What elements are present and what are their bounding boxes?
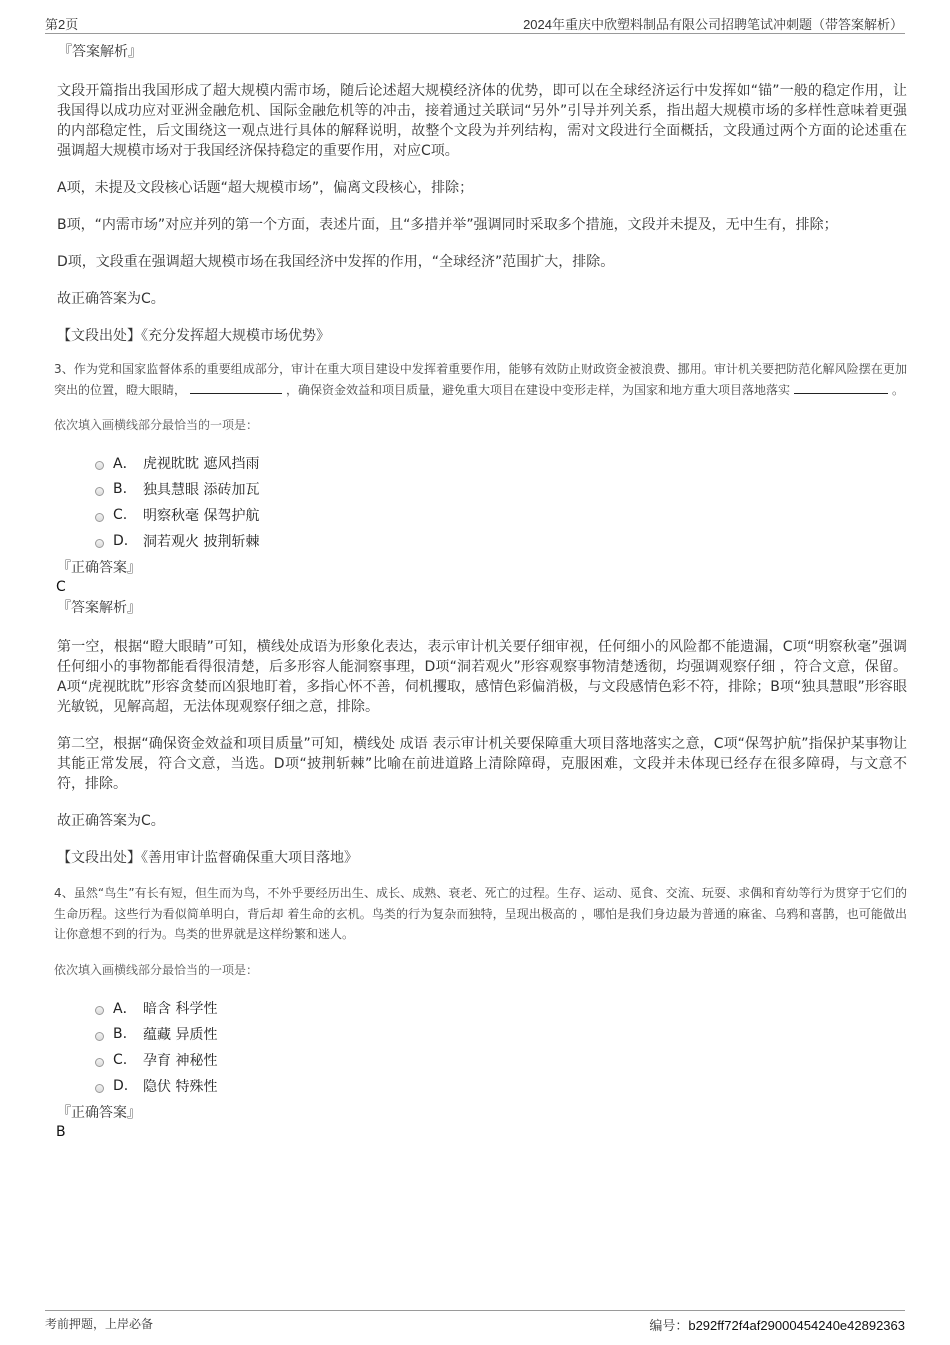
option-letter: B. [113, 481, 128, 497]
option-text: 虎视眈眈 遮风挡雨 [143, 456, 260, 472]
document-title: 2024年重庆中欣塑料制品有限公司招聘笔试冲刺题（带答案解析） [523, 17, 903, 32]
option-text: 暗含 科学性 [143, 1000, 218, 1017]
question-4-stem: 4、虽然“鸟生”有长有短，但生而为鸟，不外乎要经历出生、成长、成熟、衰老、死亡的过程。生存、运动、觅食、交流、玩耍、求偶和育幼等行为贯穿于它们的生命历程。这些行为看似简单明白，背后却 着生命的玄机。鸟类的行为复杂而独特，呈现出极高的 ，哪怕是我们身边最为普通的麻雀、乌鸦和喜鹊，也可能做出让你意想不到的行为。鸟类的世界就是这样纷繁和迷人。 [54, 886, 907, 941]
option-letter: C. [113, 1051, 128, 1068]
page-content [54, 42, 907, 1141]
correct-answer-tag: 『正确答案』 [57, 560, 141, 576]
radio-button[interactable] [95, 461, 104, 470]
option-letter: A． [113, 456, 137, 472]
correct-answer: C [56, 579, 66, 595]
page-number: 第2页 [45, 17, 79, 32]
option-d[interactable] [95, 528, 907, 554]
option-letter: B. [113, 1025, 128, 1042]
radio-button[interactable] [95, 1032, 104, 1041]
analysis-paragraph: A项，未提及文段核心话题“超大规模市场”，偏离文段核心，排除； [57, 180, 474, 196]
footer-slogan: 考前押题，上岸必备 [45, 1317, 154, 1331]
correct-answer-tag: 『正确答案』 [57, 1104, 141, 1121]
question-prompt: 依次填入画横线部分最恰当的一项是： [54, 962, 259, 977]
option-text: 蕴藏 异质性 [143, 1026, 218, 1043]
radio-button[interactable] [95, 513, 104, 522]
option-a[interactable] [95, 450, 907, 476]
question-3-stem [54, 359, 907, 400]
page-footer [45, 1310, 905, 1333]
option-text: 隐伏 特殊性 [143, 1078, 218, 1095]
question-4-options [95, 995, 907, 1099]
option-c[interactable] [95, 502, 907, 528]
document-code [649, 1315, 905, 1334]
option-c[interactable] [95, 1047, 907, 1073]
option-text: 洞若观火 披荆斩棘 [143, 534, 260, 550]
option-a[interactable] [95, 995, 907, 1021]
source-citation: 【文段出处】《善用审计监督确保重大项目落地》 [57, 850, 358, 866]
analysis-paragraph: D项，文段重在强调超大规模市场在我国经济中发挥的作用，“全球经济”范围扩大，排除。 [57, 254, 615, 270]
code-label: 编号： [649, 1318, 689, 1333]
option-text: 明察秋毫 保驾护航 [143, 508, 260, 524]
analysis-tag: 『答案解析』 [57, 600, 141, 616]
conclusion: 故正确答案为C。 [57, 813, 165, 829]
analysis-tag: 『答案解析』 [58, 44, 142, 60]
radio-button[interactable] [95, 1084, 104, 1093]
fill-blank-1 [190, 381, 282, 394]
option-letter: D. [113, 1077, 129, 1094]
option-d[interactable] [95, 1073, 907, 1099]
question-prompt: 依次填入画横线部分最恰当的一项是： [54, 418, 259, 432]
analysis-paragraph: B项，“内需市场”对应并列的第一个方面，表述片面，且“多措并举”强调同时采取多个措施，文段并未提及，无中生有，排除； [57, 217, 838, 233]
analysis-paragraph: 第一空，根据“瞪大眼睛”可知，横线处成语为形象化表达，表示审计机关要仔细审视，任何细小的风险都不能遗漏，C项“明察秋毫”强调任何细小的事物都能看得很清楚，后多形容人能洞察事理，D项“洞若观火”形容观察事物清楚透彻，均强调观察仔细 ，符合文意，保留。A项“虎视眈眈”形容贪婪而凶狠地盯着，多指心怀不善，伺机攫取，感情色彩偏消极，与文段感情色彩不符，排除；B项“独具慧眼”形容眼光敏锐，见解高超，无法体现观察仔细之意，排除。 [57, 639, 907, 715]
option-letter: D. [113, 533, 129, 549]
radio-button[interactable] [95, 539, 104, 548]
analysis-paragraph: 文段开篇指出我国形成了超大规模内需市场，随后论述超大规模经济体的优势，即可以在全球经济运行中发挥如“锚”一般的稳定作用，让我国得以成功应对亚洲金融危机、国际金融危机等的冲击，接着通过关联词“另外”引导并列关系，指出超大规模市场的多样性意味着更强的内部稳定性，后文围绕这一观点进行具体的解释说明，故整个文段为并列结构，需对文段进行全面概括，文段通过两个方面的论述重在强调超大规模市场对于我国经济保持稳定的重要作用，对应C项。 [57, 83, 907, 159]
correct-answer: B [56, 1123, 66, 1140]
analysis-paragraph: 第二空，根据“确保资金效益和项目质量”可知，横线处 成语 表示审计机关要保障重大项目落地落实之意，C项“保驾护航”指保护某事物让其能正常发展，符合文意，当选。D项“披荆斩棘”比喻在前进道路上清除障碍，克服困难，文段并未体现已经存在很多障碍，与文意不符，排除。 [57, 736, 907, 792]
option-text: 独具慧眼 添砖加瓦 [143, 482, 260, 498]
option-text: 孕育 神秘性 [143, 1052, 218, 1069]
stem-text: ，确保资金效益和项目质量，避免重大项目在建设中变形走样，为国家和地方重大项目落地落实 [286, 382, 791, 397]
option-b[interactable] [95, 1021, 907, 1047]
fill-blank-2 [794, 381, 888, 394]
option-b[interactable] [95, 476, 907, 502]
radio-button[interactable] [95, 487, 104, 496]
source-citation: 【文段出处】《充分发挥超大规模市场优势》 [57, 328, 330, 344]
option-letter: C. [113, 507, 128, 523]
question-3-options [95, 450, 907, 554]
radio-button[interactable] [95, 1058, 104, 1067]
conclusion: 故正确答案为C。 [57, 291, 165, 307]
option-letter: A． [113, 1000, 137, 1017]
code-value: b292ff72f4af29000454240e42892363 [688, 1318, 905, 1333]
stem-text: 3、作为党和国家监督体系的重要组成部分，审计在重大项目建设中发挥着重要作用，能够有效防止财政资金被浪费、挪用。审计机关要把防范化解风险摆在更加突出的位置，瞪大眼睛， [54, 362, 907, 397]
stem-text: 。 [892, 382, 905, 397]
page-header [45, 12, 905, 34]
radio-button[interactable] [95, 1006, 104, 1015]
